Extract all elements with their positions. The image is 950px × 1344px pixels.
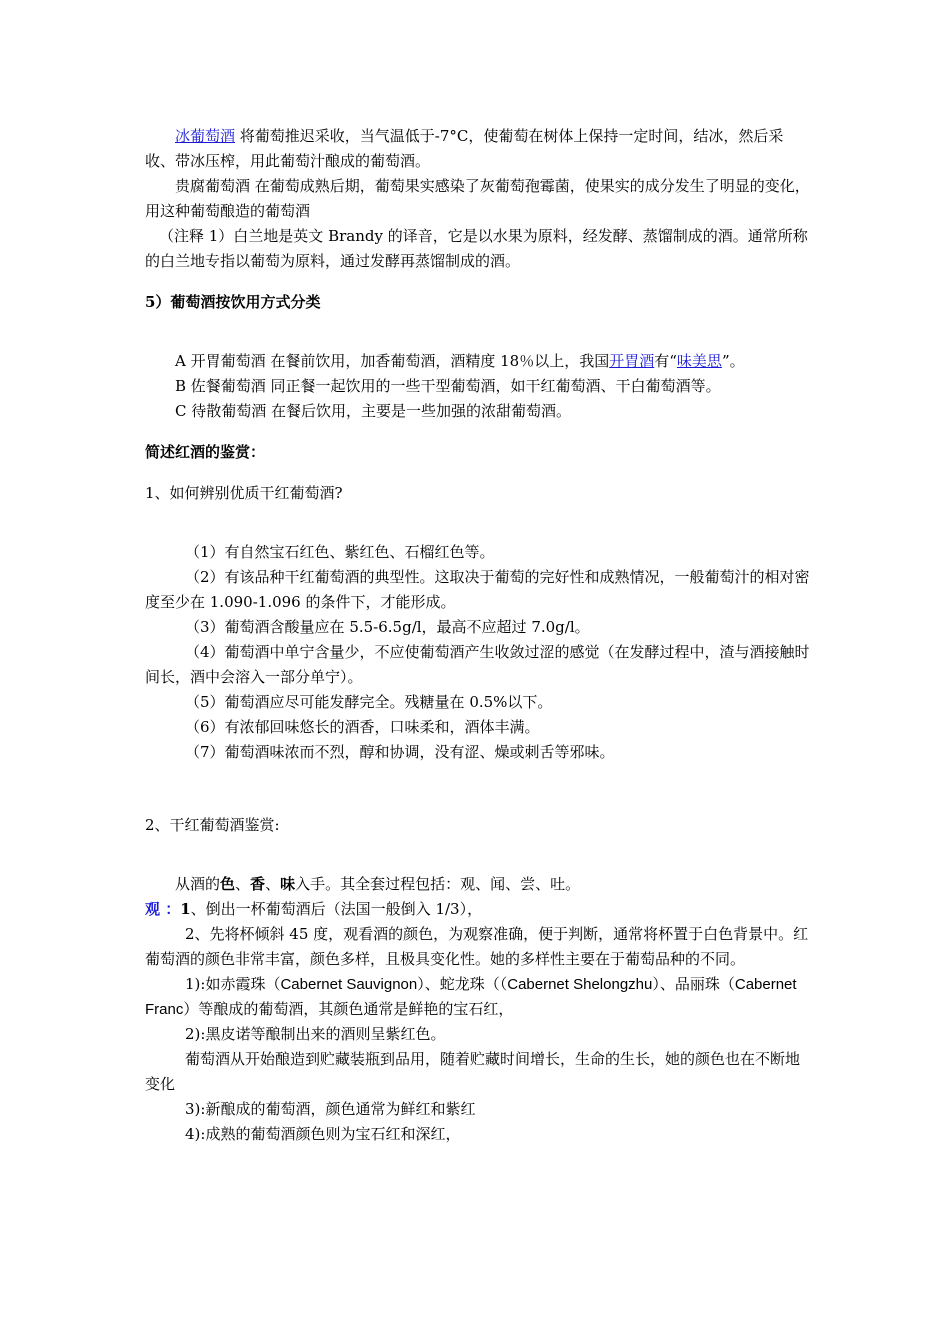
aperitif-paragraph: A 开胃葡萄酒 在餐前饮用，加香葡萄酒，酒精度 18％以上，我国开胃酒有“味美思”。	[175, 352, 745, 370]
criteria-item: （5）葡萄酒应尽可能发酵完全。残糖量在 0.5%以下。	[185, 693, 553, 711]
noble-rot-paragraph: 贵腐葡萄酒 在葡萄成熟后期，葡萄果实感染了灰葡萄孢霉菌，使果实的成分发生了明显的变化，用这种葡萄酿造的葡萄酒	[145, 177, 810, 220]
criteria-item: （6）有浓郁回味悠长的酒香，口味柔和，酒体丰满。	[185, 718, 540, 736]
aging-paragraph: 葡萄酒从开始酿造到贮藏装瓶到品用，随着贮藏时间增长，生命的生长，她的颜色也在不断地变化	[145, 1050, 801, 1093]
section5-heading: 5）葡萄酒按饮用方式分类	[145, 293, 321, 311]
criteria-item: （3）葡萄酒含酸量应在 5.5-6.5g/l，最高不应超过 7.0g/l。	[185, 618, 590, 636]
criteria-item: （1）有自然宝石红色、紫红色、石榴红色等。	[185, 543, 495, 561]
color-variety-2: 2):黑皮诺等酿制出来的酒则呈紫红色。	[185, 1025, 446, 1043]
table-wine-paragraph: B 佐餐葡萄酒 同正餐一起饮用的一些干型葡萄酒，如干红葡萄酒、干白葡萄酒等。	[175, 377, 721, 395]
vermouth-link[interactable]: 味美思	[676, 352, 722, 370]
criteria-item: （7）葡萄酒味浓而不烈，醇和协调，没有涩、燥或刺舌等邪味。	[185, 743, 615, 761]
look-label: 观 ：	[145, 900, 181, 918]
document-body	[145, 124, 810, 1147]
criteria-item: （2）有该品种干红葡萄酒的典型性。这取决于葡萄的完好性和成熟情况，一般葡萄汁的相对密度至少在 1.090-1.096 的条件下，才能形成。	[145, 568, 810, 611]
question-2: 2、干红葡萄酒鉴赏:	[145, 816, 280, 834]
dessert-wine-paragraph: C 待散葡萄酒 在餐后饮用，主要是一些加强的浓甜葡萄酒。	[175, 402, 572, 420]
color-variety-1: 1):如赤霞珠（Cabernet Sauvignon）、蛇龙珠（（Cabernet Shelongzhu）、品丽珠（Cabernet Franc）等酿成的葡萄酒，其颜色通常是鲜艳的宝石红，	[145, 975, 797, 1018]
ice-wine-paragraph	[145, 124, 810, 174]
question-1: 1、如何辨别优质干红葡萄酒?	[145, 484, 343, 502]
tasting-intro: 从酒的色、香、味入手。其全套过程包括：观、闻、尝、吐。	[175, 875, 581, 893]
color-mature: 4):成熟的葡萄酒颜色则为宝石红和深红，	[185, 1125, 461, 1143]
brandy-note: （注释 1）白兰地是英文 Brandy 的译音，它是以水果为原料，经发酵、蒸馏制成的酒。通常所称的白兰地专指以葡萄为原料，通过发酵再蒸馏制成的酒。	[145, 227, 808, 270]
look-step-1: 观 ：1、倒出一杯葡萄酒后（法国一般倒入 1/3），	[145, 900, 483, 918]
ice-wine-text: 将葡萄推迟采收，当气温低于-7°C，使葡萄在树体上保持一定时间，结冰，然后采收、带冰压榨，用此葡萄汁酿成的葡萄酒。	[145, 127, 784, 170]
ice-wine-link[interactable]: 冰葡萄酒	[175, 127, 236, 145]
appreciation-heading: 简述红酒的鉴赏：	[145, 443, 266, 461]
aperitif-link[interactable]: 开胃酒	[609, 352, 655, 370]
look-step-2: 2、先将杯倾斜 45 度，观看酒的颜色，为观察准确，便于判断，通常将杯置于白色背景中。红葡萄酒的颜色非常丰富，颜色多样，且极具变化性。她的多样性主要在于葡萄品种的不同。	[145, 925, 809, 968]
color-young: 3):新酿成的葡萄酒，颜色通常为鲜红和紫红	[185, 1100, 476, 1118]
criteria-item: （4）葡萄酒中单宁含量少，不应使葡萄酒产生收敛过涩的感觉（在发酵过程中，渣与酒接触时间长，酒中会溶入一部分单宁）。	[145, 643, 810, 686]
